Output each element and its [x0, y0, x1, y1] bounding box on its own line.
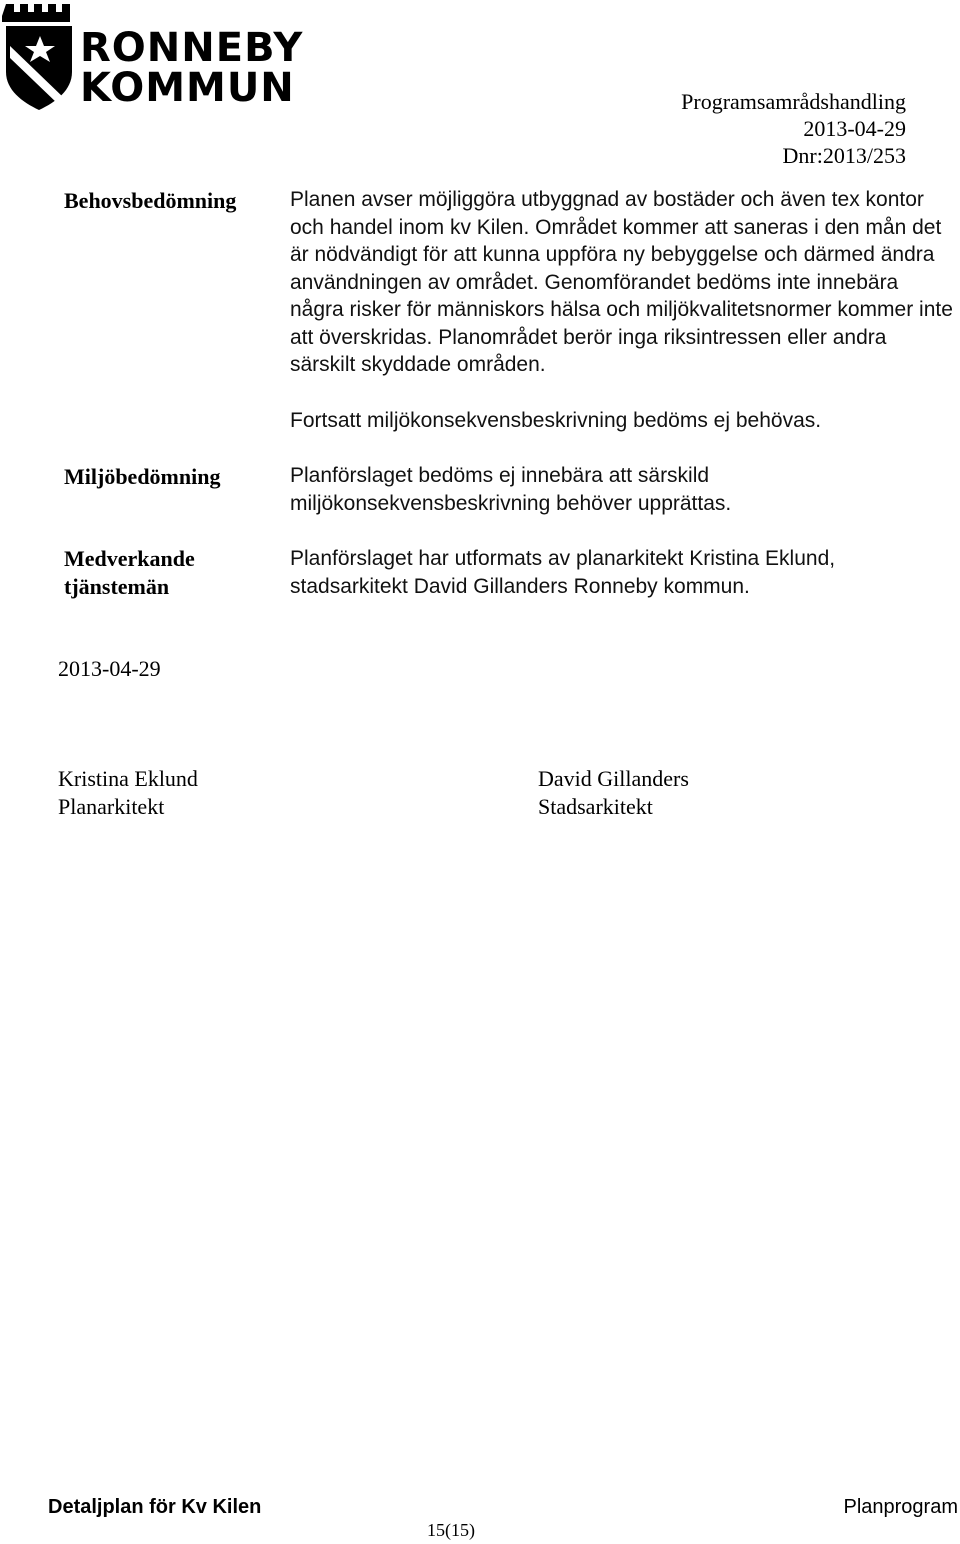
- ronneby-kommun-logo: [2, 2, 304, 118]
- document-date: 2013-04-29: [803, 116, 906, 141]
- footer-plan-title: Detaljplan för Kv Kilen: [48, 1496, 262, 1518]
- behovsbedomning-label: Behovsbedömning: [64, 188, 237, 213]
- signature-left-title: Planarkitekt: [58, 794, 165, 819]
- signature-right-name: David Gillanders: [538, 766, 689, 791]
- medverkande-label-line2: tjänstemän: [64, 574, 170, 599]
- document-header: [681, 88, 906, 169]
- signature-right: [538, 765, 689, 821]
- signature-left: [58, 765, 198, 821]
- signature-date: 2013-04-29: [58, 656, 161, 681]
- document-type: Programsamrådshandling: [681, 89, 906, 114]
- signature-left-name: Kristina Eklund: [58, 766, 198, 791]
- medverkande-label: [64, 545, 195, 601]
- miljobedomning-text: Planförslaget bedöms ej innebära att särskild miljökonsekvensbeskrivning behöver upprättas.: [290, 464, 732, 515]
- signature-right-title: Stadsarkitekt: [538, 794, 653, 819]
- document-dnr: Dnr:2013/253: [782, 143, 906, 168]
- behovsbedomning-text: Planen avser möjliggöra utbyggnad av bostäder och även tex kontor och handel inom kv Kilen. Området kommer att saneras i den mån det är nödvändigt för att kunna uppföra ny bebyggelse och därmed ändra användningen av området. Genomförandet bedöms inte innebära några risker för människors hälsa och miljökvalitetsnormer kommer inte att överskridas. Planområdet berör inga riksintressen eller andra särskilt skyddade områden.: [290, 188, 953, 376]
- medverkande-text: Planförslaget har utformats av planarkitekt Kristina Eklund, stadsarkitekt David Gillanders Ronneby kommun.: [290, 547, 836, 598]
- miljobedomning-label: Miljöbedömning: [64, 464, 221, 489]
- medverkande-label-line1: Medverkande: [64, 546, 195, 571]
- page-number: 15(15): [427, 1520, 475, 1540]
- behovsbedomning-conclusion: Fortsatt miljökonsekvensbeskrivning bedöms ej behövas.: [290, 409, 822, 432]
- coat-of-arms-icon: [2, 2, 76, 114]
- logo-text-ronneby: RONNEBY: [80, 25, 304, 71]
- footer-doc-kind: Planprogram: [843, 1496, 958, 1518]
- logo-text-kommun: KOMMUN: [80, 65, 295, 111]
